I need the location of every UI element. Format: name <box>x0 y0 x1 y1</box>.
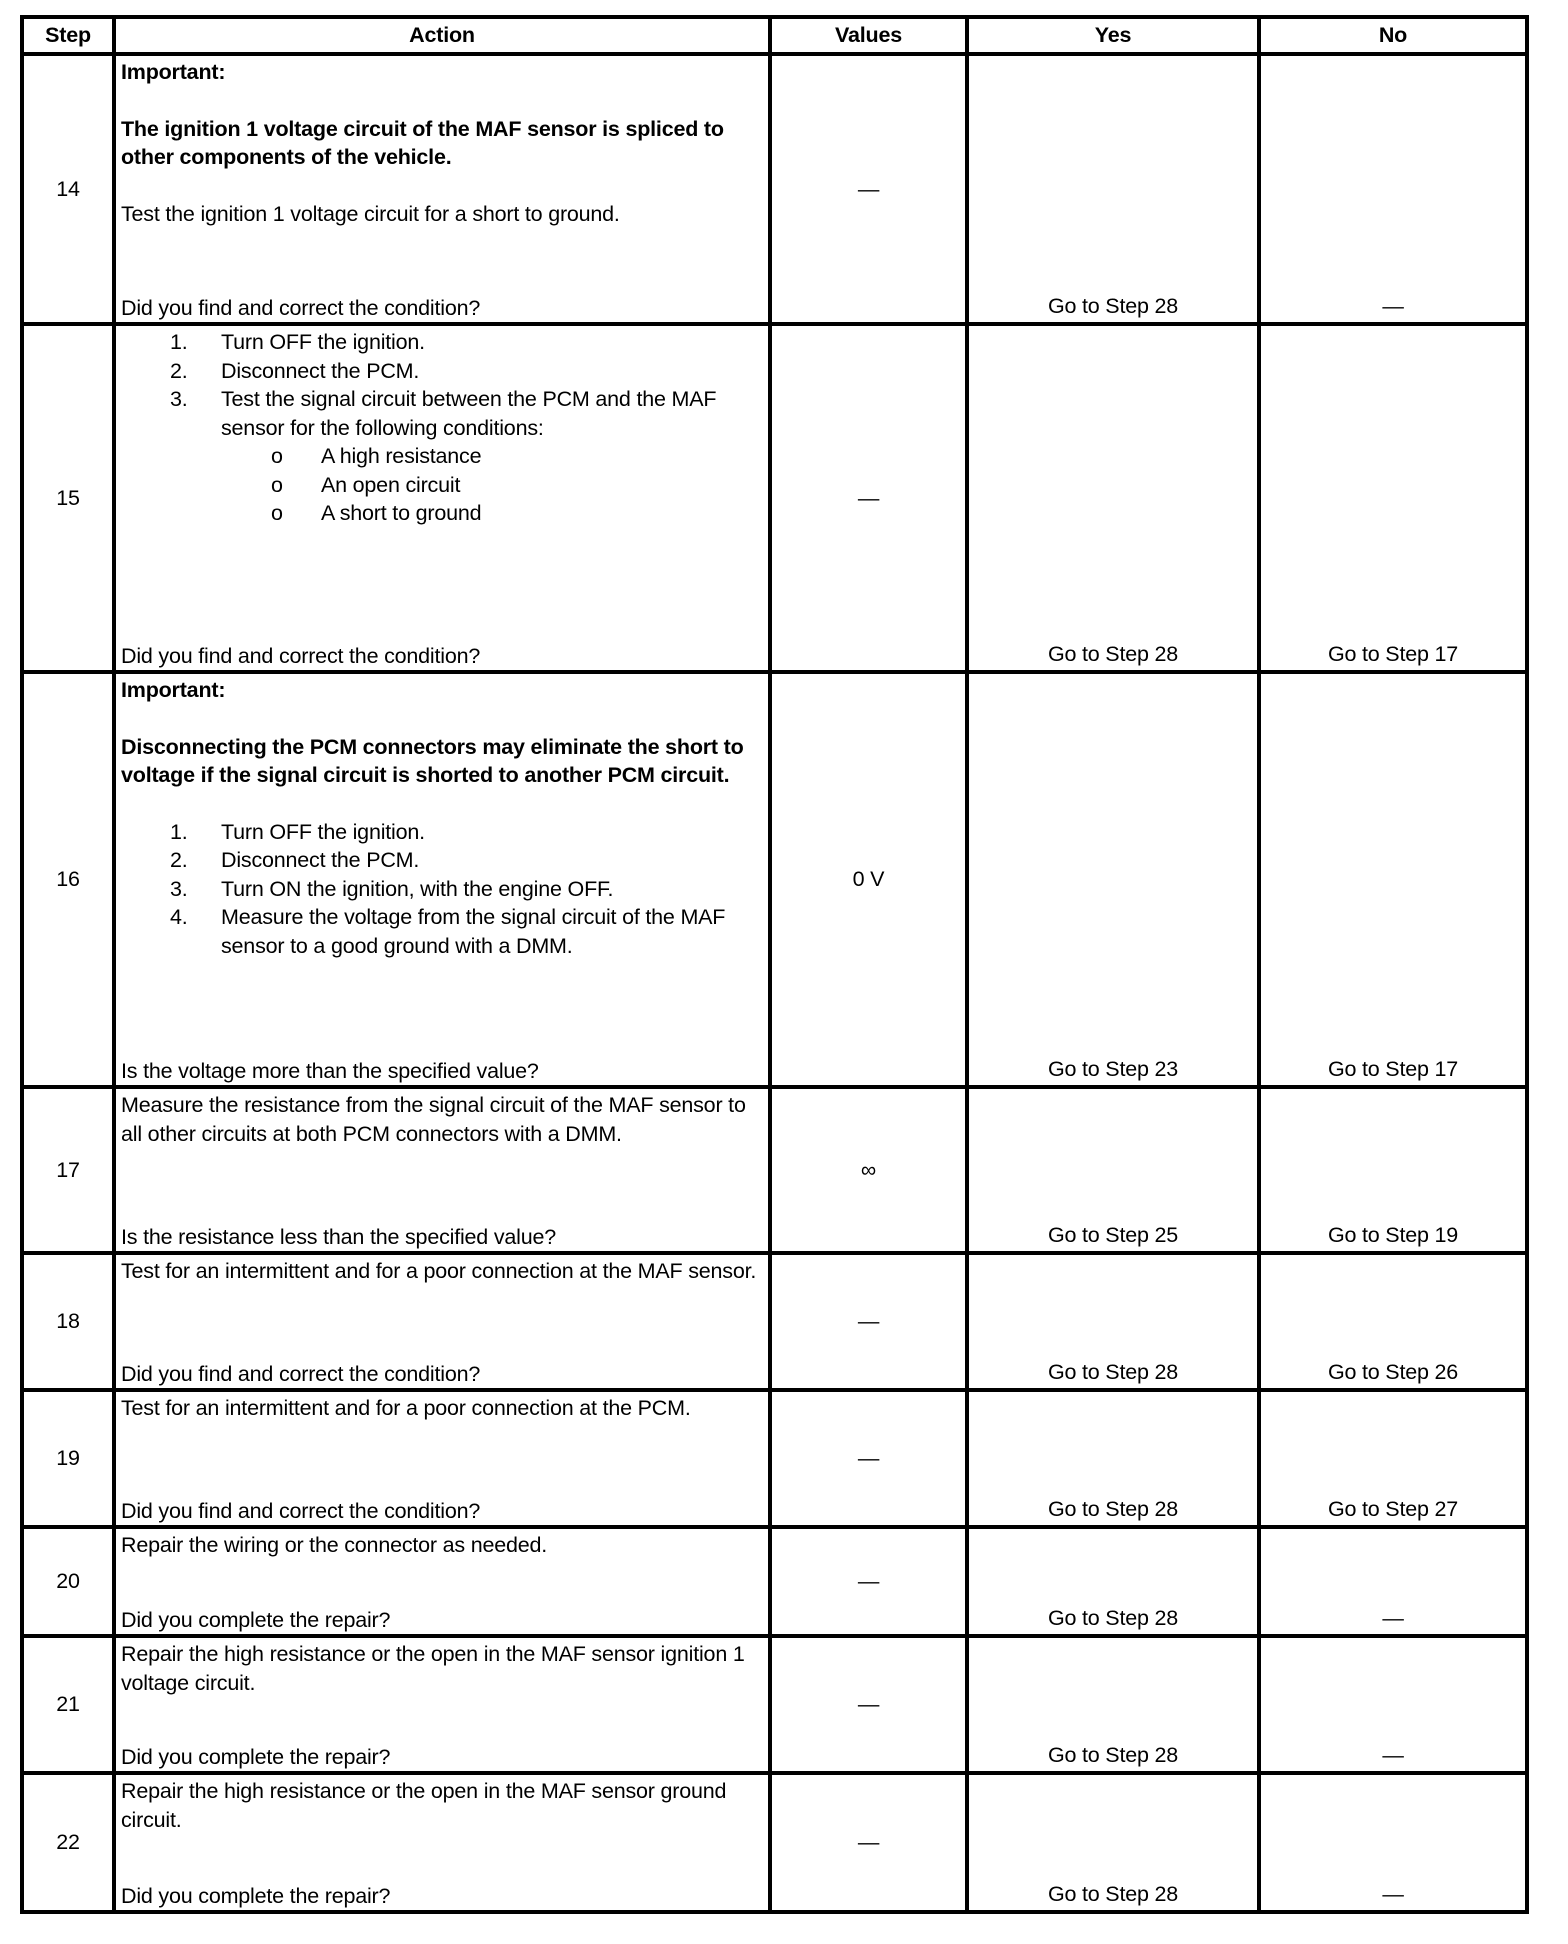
action-content <box>121 1531 764 1634</box>
question-text: Did you complete the repair? <box>121 1607 391 1632</box>
no-cell: — <box>1259 54 1527 324</box>
list-number: 4. <box>170 905 188 929</box>
value-cell: ∞ <box>770 1087 967 1253</box>
yes-cell: Go to Step 28 <box>967 1773 1259 1912</box>
header-action: Action <box>114 17 770 54</box>
table-row <box>22 324 1527 672</box>
value-cell: — <box>770 1390 967 1527</box>
list-number: 2. <box>170 848 188 872</box>
yes-cell: Go to Step 25 <box>967 1087 1259 1253</box>
instruction-text: Repair the high resistance or the open in the MAF sensor ground circuit. <box>121 1779 727 1832</box>
list-text: Turn ON the ignition, with the engine OFF. <box>221 876 614 901</box>
action-cell <box>114 1253 770 1390</box>
yes-cell: Go to Step 28 <box>967 54 1259 324</box>
spacer <box>121 1560 764 1606</box>
list-text: Disconnect the PCM. <box>221 358 420 383</box>
sub-list-item <box>121 471 764 500</box>
spacer <box>121 1834 764 1882</box>
action-content <box>121 1394 764 1525</box>
action-content <box>121 676 764 1085</box>
list-text: Disconnect the PCM. <box>221 848 420 872</box>
header-no: No <box>1259 17 1527 54</box>
action-cell <box>114 54 770 324</box>
yes-cell: Go to Step 23 <box>967 672 1259 1087</box>
value-cell: — <box>770 1773 967 1912</box>
action-content <box>121 1091 764 1251</box>
table-row <box>22 672 1527 1087</box>
header-values: Values <box>770 17 967 54</box>
step-number: 17 <box>22 1087 114 1253</box>
yes-cell: Go to Step 28 <box>967 324 1259 672</box>
action-content <box>121 1257 764 1388</box>
sub-list-text: A short to ground <box>321 501 482 525</box>
list-text: Measure the voltage from the signal circuit of the MAF sensor to a good ground with a DMM. <box>221 905 726 958</box>
action-content <box>121 328 764 670</box>
list-item <box>121 385 764 528</box>
sub-list <box>221 442 764 528</box>
sub-list-item <box>121 442 764 471</box>
step-number: 22 <box>22 1773 114 1912</box>
sub-list-item <box>121 499 764 528</box>
list-item <box>121 846 764 875</box>
value-cell: — <box>770 1636 967 1773</box>
action-cell <box>114 672 770 1087</box>
list-number: 1. <box>170 819 188 844</box>
spacer <box>121 1286 764 1360</box>
table-row <box>22 1253 1527 1390</box>
bullet-icon: o <box>271 501 283 525</box>
question-text: Did you complete the repair? <box>121 1744 391 1769</box>
step-list <box>121 328 764 528</box>
important-note: Important: <box>121 60 226 84</box>
spacer <box>121 228 764 294</box>
header-step: Step <box>22 17 114 54</box>
table-row <box>22 54 1527 324</box>
sub-list-text: A high resistance <box>321 444 482 468</box>
no-cell: Go to Step 26 <box>1259 1253 1527 1390</box>
step-number: 15 <box>22 324 114 672</box>
instruction-text: Repair the high resistance or the open in the MAF sensor ignition 1 voltage circuit. <box>121 1642 745 1695</box>
important-note: The ignition 1 voltage circuit of the MAF sensor is spliced to other components of the vehicle. <box>121 116 724 169</box>
header-yes: Yes <box>967 17 1259 54</box>
spacer <box>121 1148 764 1223</box>
no-cell: — <box>1259 1773 1527 1912</box>
action-content <box>121 1640 764 1771</box>
bullet-icon: o <box>271 444 283 468</box>
instruction-text: Repair the wiring or the connector as needed. <box>121 1533 548 1557</box>
list-item <box>121 818 764 847</box>
action-cell <box>114 1087 770 1253</box>
question-text: Did you find and correct the condition? <box>121 1361 481 1386</box>
value-cell: 0 V <box>770 672 967 1087</box>
value-cell: — <box>770 54 967 324</box>
table-row <box>22 1636 1527 1773</box>
question-text: Did you find and correct the condition? <box>121 643 481 668</box>
no-cell: Go to Step 19 <box>1259 1087 1527 1253</box>
step-number: 14 <box>22 54 114 324</box>
diagnostic-table <box>20 15 1529 1914</box>
yes-cell: Go to Step 28 <box>967 1636 1259 1773</box>
action-cell <box>114 1636 770 1773</box>
no-cell: — <box>1259 1636 1527 1773</box>
header-row <box>22 17 1527 54</box>
sub-list-text: An open circuit <box>321 472 461 497</box>
no-cell: Go to Step 17 <box>1259 672 1527 1087</box>
question-text: Is the voltage more than the specified value? <box>121 1058 539 1083</box>
table-row <box>22 1087 1527 1253</box>
list-text: Test the signal circuit between the PCM and the MAF sensor for the following conditions: <box>221 387 717 440</box>
list-text: Turn OFF the ignition. <box>221 330 425 354</box>
list-number: 1. <box>170 330 188 354</box>
no-cell: Go to Step 27 <box>1259 1390 1527 1527</box>
list-number: 2. <box>170 358 188 383</box>
instruction-text: Test for an intermittent and for a poor connection at the MAF sensor. <box>121 1259 757 1283</box>
yes-cell: Go to Step 28 <box>967 1527 1259 1636</box>
table-row <box>22 1527 1527 1636</box>
step-number: 19 <box>22 1390 114 1527</box>
important-note: Disconnecting the PCM connectors may eliminate the short to voltage if the signal circuit is shorted to another PCM circuit. <box>121 734 744 787</box>
step-number: 18 <box>22 1253 114 1390</box>
spacer <box>121 1697 764 1743</box>
action-content <box>121 58 764 322</box>
list-item <box>121 357 764 386</box>
question-text: Did you find and correct the condition? <box>121 295 481 320</box>
list-item <box>121 903 764 960</box>
value-cell: — <box>770 1527 967 1636</box>
step-number: 20 <box>22 1527 114 1636</box>
important-note: Important: <box>121 678 226 702</box>
table-row <box>22 1773 1527 1912</box>
list-item <box>121 328 764 357</box>
action-cell <box>114 1773 770 1912</box>
yes-cell: Go to Step 28 <box>967 1253 1259 1390</box>
value-cell: — <box>770 324 967 672</box>
list-text: Turn OFF the ignition. <box>221 819 425 844</box>
no-cell: Go to Step 17 <box>1259 324 1527 672</box>
yes-cell: Go to Step 28 <box>967 1390 1259 1527</box>
question-text: Did you find and correct the condition? <box>121 1498 481 1523</box>
instruction-text: Measure the resistance from the signal circuit of the MAF sensor to all other circuits at both PCM connectors with a DMM. <box>121 1093 746 1146</box>
question-text: Is the resistance less than the specified value? <box>121 1224 556 1249</box>
action-content <box>121 1777 764 1910</box>
spacer <box>121 1423 764 1497</box>
step-number: 16 <box>22 672 114 1087</box>
action-cell <box>114 1527 770 1636</box>
spacer <box>121 528 764 642</box>
table-row <box>22 1390 1527 1527</box>
question-text: Did you complete the repair? <box>121 1883 391 1908</box>
list-item <box>121 875 764 904</box>
action-cell <box>114 1390 770 1527</box>
no-cell: — <box>1259 1527 1527 1636</box>
step-number: 21 <box>22 1636 114 1773</box>
value-cell: — <box>770 1253 967 1390</box>
bullet-icon: o <box>271 472 283 497</box>
action-cell <box>114 324 770 672</box>
step-list <box>121 818 764 961</box>
instruction-text: Test the ignition 1 voltage circuit for a short to ground. <box>121 201 620 226</box>
list-number: 3. <box>170 387 188 411</box>
list-number: 3. <box>170 876 188 901</box>
instruction-text: Test for an intermittent and for a poor connection at the PCM. <box>121 1396 691 1420</box>
spacer <box>121 960 764 1057</box>
